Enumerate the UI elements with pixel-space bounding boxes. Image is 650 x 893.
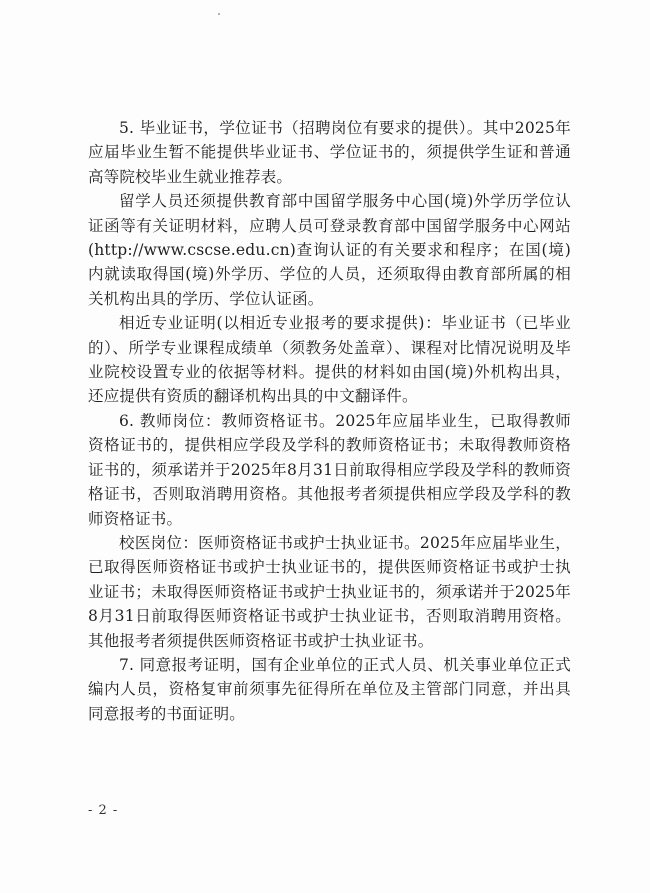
scan-speck [218, 13, 220, 15]
page-number: - 2 - [88, 803, 119, 818]
paragraph-consent-certificate: 7. 同意报考证明，国有企业单位的正式人员、机关事业单位正式编内人员，资格复审前须事先征得所在单位及主管部门同意，并出具同意报考的书面证明。 [88, 655, 571, 723]
paragraph-school-doctor-position: 校医岗位：医师资格证书或护士执业证书。2025年应届毕业生，已取得医师资格证书或护士执业证书的，提供医师资格证书或护士执业证书；未取得医师资格证书或护士执业证书的，须承诺并于2025年8月31日前取得医师资格证书或护士执业证书，否则取消聘用资格。其他报考者须提供医师资格证书或护士执业证书。 [88, 533, 571, 650]
paragraph-diploma-degree: 5. 毕业证书，学位证书（招聘岗位有要求的提供）。其中2025年应届毕业生暂不能提供毕业证书、学位证书的，须提供学生证和普通高等院校毕业生就业推荐表。 [88, 119, 571, 186]
document-body [88, 116, 571, 726]
paragraph-overseas-study: 留学人员还须提供教育部中国留学服务中心国(境)外学历学位认证函等有关证明材料，应聘人员可登录教育部中国留学服务中心网站(http://www.cscse.edu.cn)查询认证的有关要求和程序；在国(境)内就读取得国(境)外学历、学位的人员，还须取得由教育部所属的相关机构出具的学历、学位认证函。 [88, 192, 571, 308]
paragraph-teacher-position: 6. 教师岗位：教师资格证书。2025年应届毕业生，已取得教师资格证书的，提供相应学段及学科的教师资格证书；未取得教师资格证书的，须承诺并于2025年8月31日前取得相应学段及学科的教师资格证书，否则取消聘用资格。其他报考者须提供相应学段及学科的教师资格证书。 [88, 411, 571, 528]
paragraph-similar-major: 相近专业证明(以相近专业报考的要求提供)：毕业证书（已毕业的）、所学专业课程成绩单（须教务处盖章）、课程对比情况说明及毕业院校设置专业的依据等材料。提供的材料如由国(境)外机构出具，还应提供有资质的翻译机构出具的中文翻译件。 [88, 314, 571, 406]
